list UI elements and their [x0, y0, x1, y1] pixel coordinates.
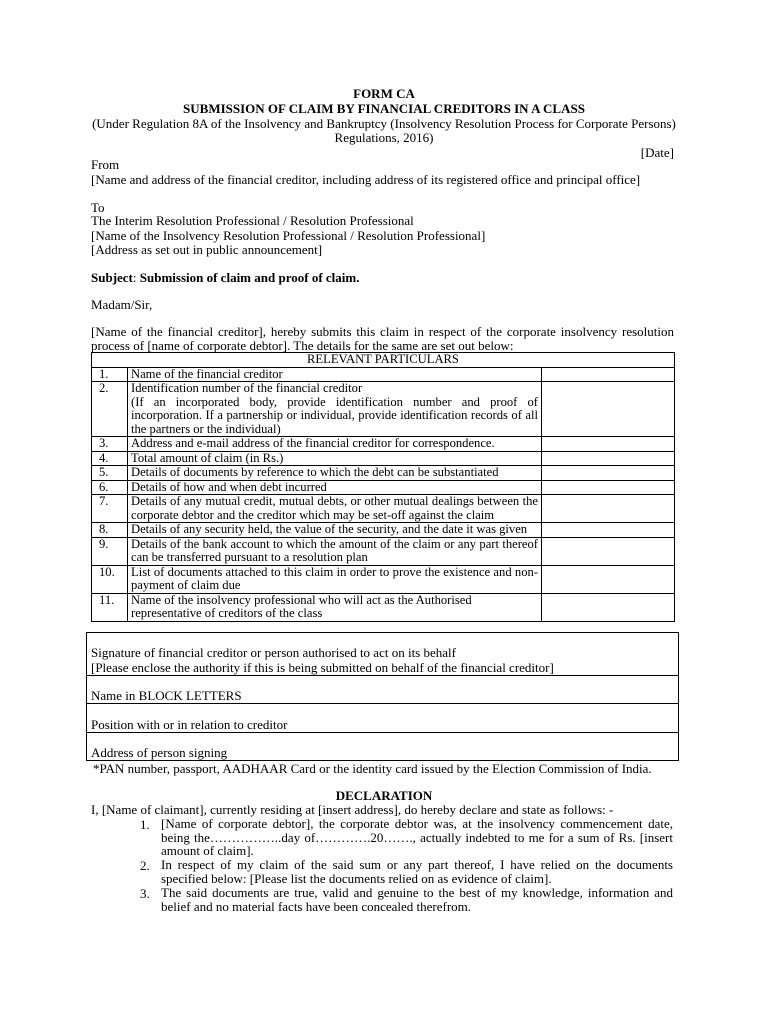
- from-label: From: [91, 157, 120, 172]
- item-text: [Name of corporate debtor], the corporate debtor was, at the insolvency commencement date, being the……………..day of………….20……., actually indebted to me for a sum of Rs. [insert amount of claim].: [161, 816, 673, 858]
- date-placeholder: [Date]: [640, 145, 674, 160]
- row-value-cell[interactable]: [542, 480, 675, 495]
- item-text: In respect of my claim of the said sum or any part thereof, I have relied on the documents specified below: [Please list the documents relied on as evidence of claim].: [161, 857, 673, 886]
- row-value-cell[interactable]: [542, 382, 675, 437]
- row-number: 10.: [92, 565, 128, 593]
- table-header: RELEVANT PARTICULARS: [92, 353, 675, 368]
- table-row: [92, 537, 675, 565]
- declaration-intro: I, [Name of claimant], currently residing at [insert address], do hereby declare and state as follows: -: [91, 802, 614, 817]
- row-label: Name of the insolvency professional who will act as the Authorised representative of creditors of the class: [128, 593, 542, 621]
- row-number: 11.: [92, 593, 128, 621]
- row-label: Name of the financial creditor: [128, 367, 542, 382]
- row-label: Details of documents by reference to which the debt can be substantiated: [128, 466, 542, 481]
- divider: [87, 732, 678, 733]
- table-row: [92, 451, 675, 466]
- row-number: 5.: [92, 466, 128, 481]
- divider: [87, 703, 678, 704]
- row-value-cell[interactable]: [542, 437, 675, 452]
- table-row: [92, 523, 675, 538]
- from-text: [Name and address of the financial creditor, including address of its registered office and principal office]: [91, 172, 641, 187]
- footnote: *PAN number, passport, AADHAAR Card or the identity card issued by the Election Commission of India.: [93, 761, 652, 776]
- intro-paragraph: [Name of the financial creditor], hereby submits this claim in respect of the corporate insolvency resolution process of [name of corporate debtor]. The details for the same are set out below:: [91, 324, 674, 353]
- row-label: List of documents attached to this claim in order to prove the existence and non-payment of claim due: [128, 565, 542, 593]
- row-number: 3.: [92, 437, 128, 452]
- row-label: Details of the bank account to which the amount of the claim or any part thereof can be transferred pursuant to a resolution plan: [128, 537, 542, 565]
- table-header-row: [92, 353, 675, 368]
- row-value-cell[interactable]: [542, 537, 675, 565]
- authority-note: [Please enclose the authority if this is being submitted on behalf of the financial creditor]: [91, 660, 554, 675]
- row-value-cell[interactable]: [542, 495, 675, 523]
- row-value-cell[interactable]: [542, 466, 675, 481]
- row-value-cell[interactable]: [542, 565, 675, 593]
- signature-label: Signature of financial creditor or person authorised to act on its behalf: [91, 645, 456, 660]
- signature-box: [86, 632, 679, 761]
- to-line-2: [Name of the Insolvency Resolution Professional / Resolution Professional]: [91, 228, 486, 243]
- regulation-line-1: (Under Regulation 8A of the Insolvency and Bankruptcy (Insolvency Resolution Process for Corporate Persons): [92, 116, 676, 131]
- row-label-note: (If an incorporated body, provide identification number and proof of incorporation. If a partnership or individual, provide identification records of all the partners or the individual): [131, 394, 538, 436]
- row-value-cell[interactable]: [542, 523, 675, 538]
- regulation-line-2: Regulations, 2016): [334, 130, 434, 145]
- subject-text: Submission of claim and proof of claim.: [136, 270, 360, 285]
- subject-label: Subject: [91, 270, 133, 285]
- row-value-cell[interactable]: [542, 367, 675, 382]
- row-label: Details of any mutual credit, mutual debts, or other mutual dealings between the corporate debtor and the creditor which may be set-off against the claim: [128, 495, 542, 523]
- table-row: [92, 382, 675, 437]
- declaration-title: DECLARATION: [335, 788, 433, 803]
- table-row: [92, 480, 675, 495]
- subject-line: [91, 270, 359, 286]
- row-number: 6.: [92, 480, 128, 495]
- address-of-signer-field[interactable]: Address of person signing: [91, 745, 228, 760]
- name-block-letters-field[interactable]: Name in BLOCK LETTERS: [91, 688, 242, 703]
- item-number: 2.: [140, 858, 150, 873]
- row-label: Address and e-mail address of the financial creditor for correspondence.: [128, 437, 542, 452]
- row-label: Details of how and when debt incurred: [128, 480, 542, 495]
- row-label: Total amount of claim (in Rs.): [128, 451, 542, 466]
- row-value-cell[interactable]: [542, 451, 675, 466]
- row-number: 7.: [92, 495, 128, 523]
- item-number: 1.: [140, 817, 150, 832]
- table-row: [92, 437, 675, 452]
- to-line-3: [Address as set out in public announcement]: [91, 242, 323, 257]
- table-row: [92, 593, 675, 621]
- table-row: [92, 495, 675, 523]
- item-text: The said documents are true, valid and genuine to the best of my knowledge, information and belief and no material facts have been concealed therefrom.: [161, 885, 673, 914]
- subject-colon: :: [132, 270, 137, 285]
- row-number: 9.: [92, 537, 128, 565]
- form-number: FORM CA: [353, 86, 415, 101]
- row-value-cell[interactable]: [542, 593, 675, 621]
- row-number: 4.: [92, 451, 128, 466]
- salutation: Madam/Sir,: [91, 297, 153, 312]
- table-row: [92, 565, 675, 593]
- table-row: [92, 466, 675, 481]
- form-title: SUBMISSION OF CLAIM BY FINANCIAL CREDITORS IN A CLASS: [183, 101, 585, 116]
- row-number: 8.: [92, 523, 128, 538]
- row-number: 2.: [92, 382, 128, 437]
- to-line-1: The Interim Resolution Professional / Resolution Professional: [91, 213, 414, 228]
- row-label-main: Identification number of the financial creditor: [131, 381, 363, 395]
- row-number: 1.: [92, 367, 128, 382]
- position-field[interactable]: Position with or in relation to creditor: [91, 717, 288, 732]
- to-label: To: [91, 200, 105, 215]
- table-row: [92, 367, 675, 382]
- particulars-table: [91, 352, 675, 622]
- row-label: [128, 382, 542, 437]
- divider: [87, 675, 678, 676]
- row-label: Details of any security held, the value of the security, and the date it was given: [128, 523, 542, 538]
- item-number: 3.: [140, 886, 150, 901]
